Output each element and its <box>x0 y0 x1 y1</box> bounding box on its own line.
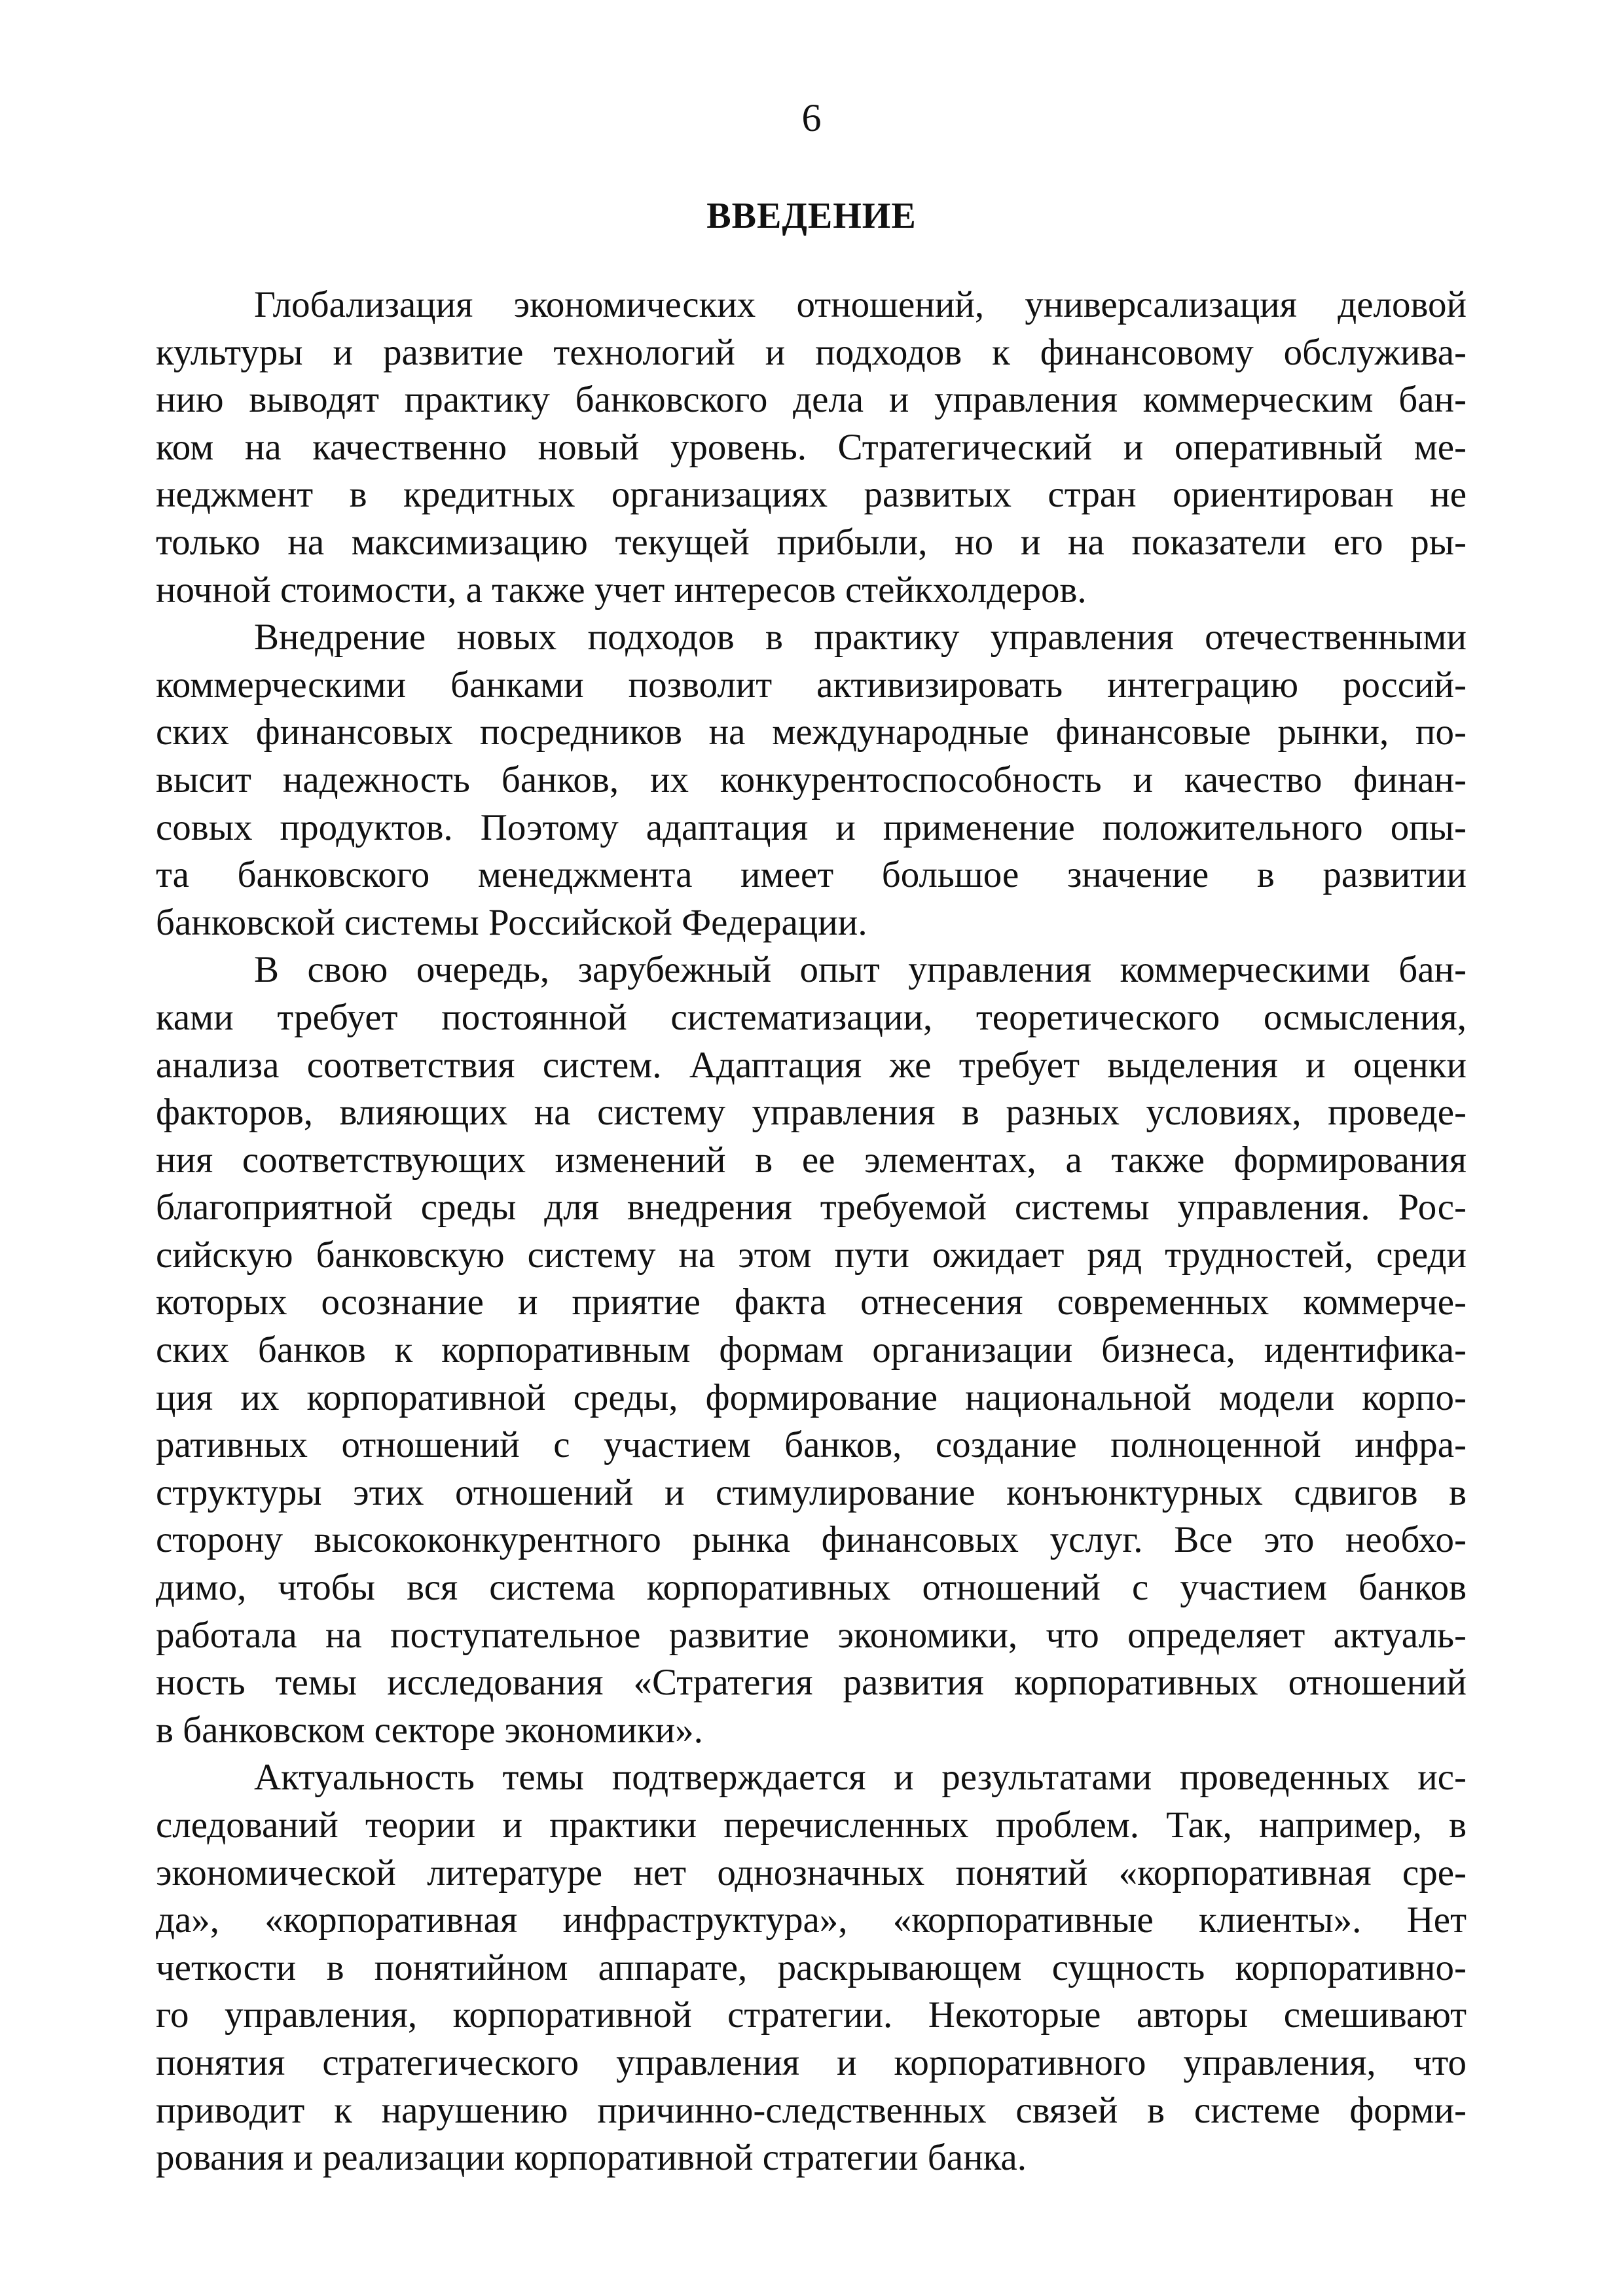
text-line: сторону высококонкурентного рынка финансовых услуг. Все это необхо- <box>156 1519 1467 1561</box>
page-number: 6 <box>801 96 822 139</box>
text-line: ками требует постоянной систематизации, теоретического осмысления, <box>156 996 1467 1038</box>
text-line: совых продуктов. Поэтому адаптация и применение положительного опы- <box>156 806 1467 848</box>
text-line: да», «корпоративная инфраструктура», «корпоративные клиенты». Нет <box>156 1899 1467 1941</box>
paragraph-1 <box>156 281 1467 614</box>
text-line: ком на качественно новый уровень. Стратегический и оперативный ме- <box>156 426 1467 468</box>
text-line: ративных отношений с участием банков, создание полноценной инфра- <box>156 1424 1467 1466</box>
text-line: ность темы исследования «Стратегия развития корпоративных отношений <box>156 1662 1467 1704</box>
text-line: благоприятной среды для внедрения требуемой системы управления. Рос- <box>156 1187 1467 1229</box>
paragraph-3 <box>156 946 1467 1754</box>
text-line: четкости в понятийном аппарате, раскрывающем сущность корпоративно- <box>156 1946 1467 1988</box>
text-line: ских банков к корпоративным формам организации бизнеса, идентифика- <box>156 1329 1467 1371</box>
text-line: факторов, влияющих на систему управления в разных условиях, проведе- <box>156 1092 1467 1134</box>
paragraph-4 <box>156 1754 1467 2181</box>
text-line: Актуальность темы подтверждается и результатами проведенных ис- <box>254 1757 1467 1799</box>
text-line: коммерческими банками позволит активизировать интеграцию россий- <box>156 664 1467 706</box>
text-line: структуры этих отношений и стимулирование конъюнктурных сдвигов в <box>156 1471 1467 1513</box>
text-line: ния соответствующих изменений в ее элементах, а также формирования <box>156 1139 1467 1181</box>
text-line: культуры и развитие технологий и подходов к финансовому обслужива- <box>156 331 1467 373</box>
text-line: димо, чтобы вся система корпоративных отношений с участием банков <box>156 1567 1467 1609</box>
text-line: Глобализация экономических отношений, универсализация деловой <box>254 284 1467 325</box>
text-line: рования и реализации корпоративной стратегии банка. <box>156 2137 1027 2179</box>
text-line: в банковском секторе экономики». <box>156 1709 703 1751</box>
text-line: только на максимизацию текущей прибыли, но и на показатели его ры- <box>156 521 1467 563</box>
text-line: ночной стоимости, а также учет интересов стейкхолдеров. <box>156 569 1087 611</box>
text-line: го управления, корпоративной стратегии. Некоторые авторы смешивают <box>156 1994 1467 2036</box>
text-line: В свою очередь, зарубежный опыт управления коммерческими бан- <box>254 949 1467 991</box>
body-text <box>156 281 1467 2182</box>
paragraph-2 <box>156 614 1467 946</box>
text-line: которых осознание и приятие факта отнесения современных коммерче- <box>156 1282 1467 1323</box>
text-line: следований теории и практики перечисленных проблем. Так, например, в <box>156 1804 1467 1846</box>
text-line: ских финансовых посредников на международные финансовые рынки, по- <box>156 711 1467 753</box>
text-line: экономической литературе нет однозначных понятий «корпоративная сре- <box>156 1852 1467 1893</box>
text-line: та банковского менеджмента имеет большое значение в развитии <box>156 854 1467 896</box>
text-line: приводит к нарушению причинно-следственных связей в системе форми- <box>156 2089 1467 2131</box>
text-line: Внедрение новых подходов в практику управления отечественными <box>254 617 1467 658</box>
text-line: сийскую банковскую систему на этом пути ожидает ряд трудностей, среди <box>156 1234 1467 1276</box>
text-line: нию выводят практику банковского дела и управления коммерческим бан- <box>156 379 1467 421</box>
text-line: работала на поступательное развитие экономики, что определяет актуаль- <box>156 1614 1467 1656</box>
text-line: высит надежность банков, их конкурентоспособность и качество финан- <box>156 759 1467 800</box>
page-heading: ВВЕДЕНИЕ <box>706 196 917 236</box>
text-line: понятия стратегического управления и корпоративного управления, что <box>156 2041 1467 2083</box>
text-line: анализа соответствия систем. Адаптация же требует выделения и оценки <box>156 1044 1467 1086</box>
text-line: ция их корпоративной среды, формирование национальной модели корпо- <box>156 1376 1467 1418</box>
text-line: банковской системы Российской Федерации. <box>156 901 867 943</box>
text-line: неджмент в кредитных организациях развитых стран ориентирован не <box>156 474 1467 516</box>
